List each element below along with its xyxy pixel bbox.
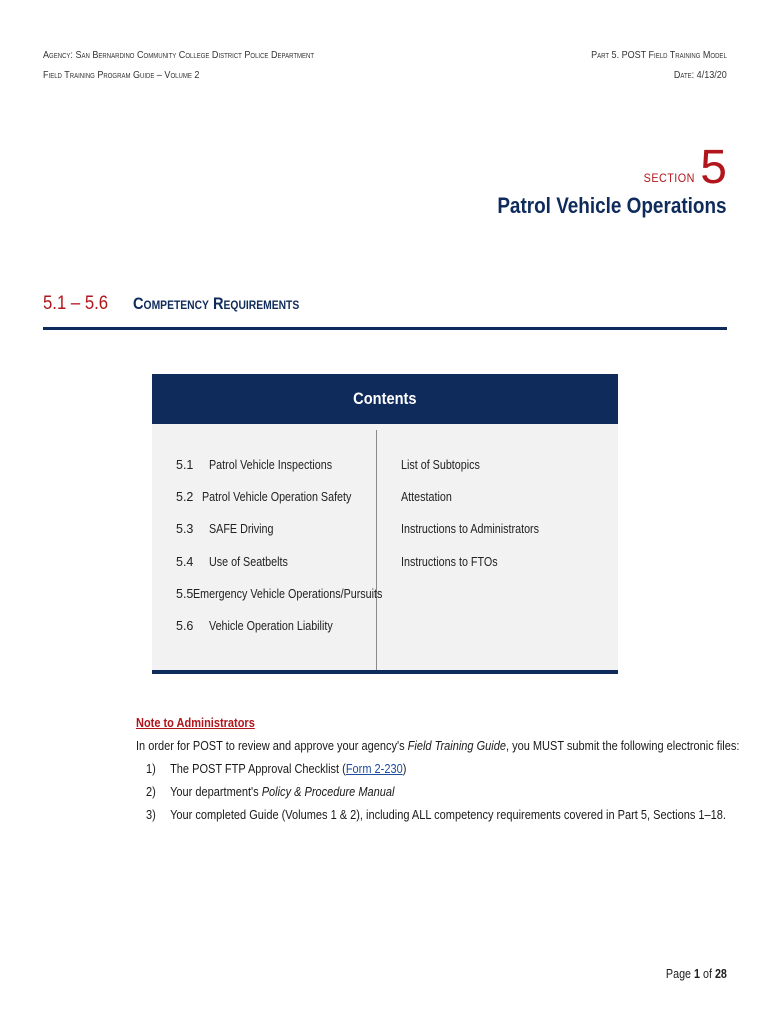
form-2-230-link[interactable]: Form 2-230 xyxy=(345,761,403,776)
toc-item-label: Emergency Vehicle Operations/Pursuits xyxy=(193,586,383,601)
toc-item-number: 5.2 xyxy=(176,490,194,505)
toc-item-number: 5.4 xyxy=(176,554,194,569)
required-files-list xyxy=(136,757,736,826)
running-header-right xyxy=(591,45,727,85)
toc-extra-label: List of Subtopics xyxy=(401,458,480,472)
toc-extra-item[interactable] xyxy=(401,555,618,587)
toc-item[interactable] xyxy=(152,522,376,554)
toc-extra-label: Instructions to Administrators xyxy=(401,522,540,537)
section-heading xyxy=(460,141,727,219)
contents-table xyxy=(152,374,618,674)
page-total: 28 xyxy=(715,967,727,981)
toc-item-number: 5.3 xyxy=(176,522,194,537)
note-intro-guide-title: Field Training Guide xyxy=(407,738,506,753)
section-title: Patrol Vehicle Operations xyxy=(497,193,727,218)
toc-extra-item[interactable] xyxy=(401,522,618,554)
agency-line: Agency: San Bernardino Community College District Police Department xyxy=(43,49,315,61)
competency-range: 5.1 – 5.6 xyxy=(43,293,109,314)
toc-item[interactable] xyxy=(152,490,376,522)
page-number xyxy=(666,967,727,981)
running-header-left xyxy=(43,45,314,85)
list-item xyxy=(136,757,736,780)
toc-item-number: 5.6 xyxy=(176,618,194,633)
toc-item-number: 5.5 xyxy=(176,586,194,601)
list-index: 2) xyxy=(146,784,156,799)
note-title: Note to Administrators xyxy=(136,715,255,730)
toc-item[interactable] xyxy=(152,586,383,619)
contents-column-extras xyxy=(377,430,618,670)
list-item-text-end: ) xyxy=(402,761,407,776)
section-label-row xyxy=(460,141,727,194)
list-item-text: Your completed Guide (Volumes 1 & 2), including ALL competency requirements covered in Part 5, Sections 1–18. xyxy=(170,807,726,822)
toc-item-label: SAFE Driving xyxy=(209,522,274,537)
page-current: 1 xyxy=(694,967,701,981)
toc-item-label: Patrol Vehicle Inspections xyxy=(209,458,333,472)
toc-item[interactable] xyxy=(152,555,376,587)
guide-line: Field Training Program Guide – Volume 2 xyxy=(43,69,200,81)
contents-heading: Contents xyxy=(353,389,417,408)
toc-item[interactable] xyxy=(152,619,376,651)
contents-body xyxy=(152,424,618,670)
part-line: Part 5. POST Field Training Model xyxy=(591,49,727,61)
date-line: Date: 4/13/20 xyxy=(674,69,727,81)
toc-item-label: Patrol Vehicle Operation Safety xyxy=(202,490,352,505)
toc-item-number: 5.1 xyxy=(176,458,194,472)
toc-extra-item[interactable] xyxy=(401,458,618,490)
list-item xyxy=(136,780,736,803)
toc-item-label: Use of Seatbelts xyxy=(209,554,288,569)
list-item xyxy=(136,803,736,826)
page-prefix: Page xyxy=(666,967,695,981)
competency-heading xyxy=(43,293,727,330)
competency-title: Competency Requirements xyxy=(133,294,300,313)
section-word: SECTION xyxy=(644,171,696,185)
toc-item-label: Vehicle Operation Liability xyxy=(209,618,333,633)
page-of: of xyxy=(700,967,716,981)
toc-extra-label: Instructions to FTOs xyxy=(401,554,498,569)
note-intro xyxy=(136,734,740,757)
list-index: 1) xyxy=(146,761,156,776)
list-index: 3) xyxy=(146,807,156,822)
note-to-administrators xyxy=(136,711,740,826)
toc-extra-label: Attestation xyxy=(401,490,452,505)
note-intro-text-end: , you MUST submit the following electronic files: xyxy=(505,738,740,753)
section-number: 5 xyxy=(700,141,727,194)
policy-manual-title: Policy & Procedure Manual xyxy=(261,784,395,799)
list-item-text: The POST FTP Approval Checklist ( xyxy=(170,761,346,776)
toc-extra-item[interactable] xyxy=(401,490,618,522)
toc-item[interactable] xyxy=(152,458,376,490)
list-item-text: Your department's xyxy=(170,784,262,799)
contents-header xyxy=(152,374,618,424)
note-intro-text: In order for POST to review and approve your agency's xyxy=(136,738,408,753)
contents-column-sections xyxy=(152,430,383,670)
